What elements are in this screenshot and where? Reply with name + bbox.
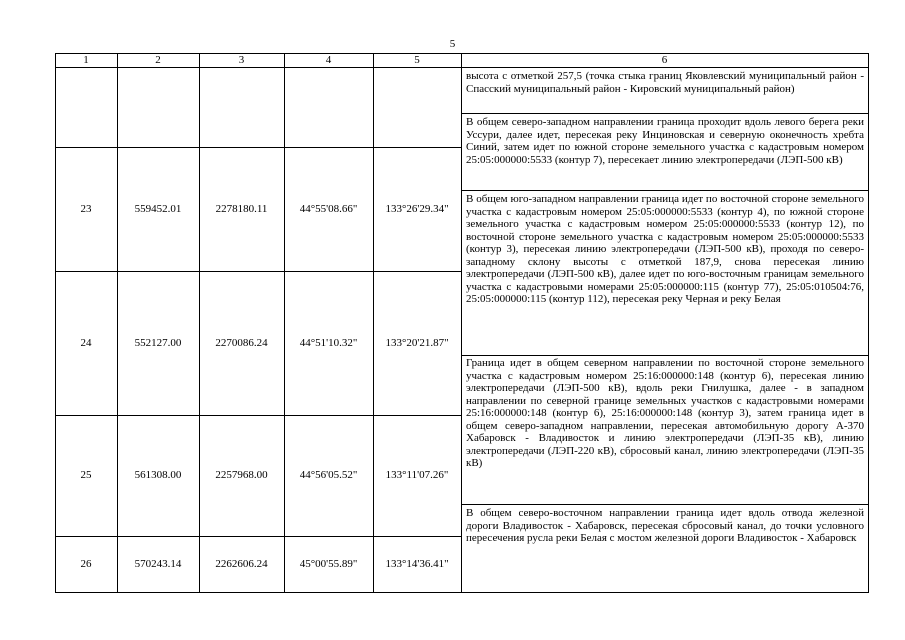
point-25-y: 2257968.00 xyxy=(215,469,268,481)
col-border-2-3 xyxy=(199,53,200,593)
point-25-latitude: 44°56'05.52" xyxy=(299,469,358,481)
point-23-longitude: 133°26'29.34" xyxy=(385,203,449,215)
point-24-latitude: 44°51'10.32" xyxy=(299,337,358,349)
point-23-number: 23 xyxy=(80,203,92,215)
point-23-latitude: 44°55'08.66" xyxy=(299,203,358,215)
point-26-y: 2262606.24 xyxy=(215,558,268,570)
col-border-right xyxy=(868,53,869,593)
point-24-longitude: 133°20'21.87" xyxy=(385,337,449,349)
row-separator-right-3 xyxy=(461,355,869,356)
page-number: 5 xyxy=(449,38,456,50)
description-4: В общем северо-восточном направлении граница идет вдоль отвода железной дороги Владивосток - Хабаровск, пересекая сбросовый канал, до точки условного пересечения русла реки Белая с мостом железной дороги Владивосток - Хабаровск xyxy=(466,507,864,544)
point-26-latitude: 45°00'55.89" xyxy=(299,558,358,570)
row-separator-left-1 xyxy=(55,147,461,148)
point-26-longitude: 133°14'36.41" xyxy=(385,558,449,570)
header-col-5: 5 xyxy=(414,54,420,66)
point-24-x: 552127.00 xyxy=(134,337,182,349)
header-col-3: 3 xyxy=(238,54,245,66)
point-24-y: 2270086.24 xyxy=(215,337,268,349)
row-separator-right-4 xyxy=(461,504,869,505)
header-col-4: 4 xyxy=(325,54,332,66)
point-25-number: 25 xyxy=(80,469,92,481)
header-bottom-border xyxy=(55,67,869,68)
point-26-number: 26 xyxy=(80,558,92,570)
description-2: В общем юго-западном направлении граница идет по восточной стороне земельного участка с кадастровым номером 25:05:000000:5533 (контур 4), по южной стороне земельного участка с кадастровым номером 25:05:000000:5533 (контур 12), по восточной стороне земельного участка с кадастровым номером 25:05:000000:5533 (контур 3), пересекая линию электропередачи (ЛЭП-500 кВ), проходя по северо-западному склону высоты с отметкой 187,9, снова пересекая линию электропередачи (ЛЭП-500 кВ), далее идет по юго-восточным границам земельного участка с кадастровыми номерами 25:05:000000:115 (контур 77), 25:05:010504:76, 25:05:000000:115 (контур 112), пересекая реку Черная и реку Белая xyxy=(466,193,864,305)
header-col-2: 2 xyxy=(155,54,161,66)
col-border-3-4 xyxy=(284,53,285,593)
table-bottom-border xyxy=(55,592,869,593)
col-border-5-6 xyxy=(461,53,462,593)
row-separator-left-4 xyxy=(55,536,461,537)
row-separator-left-3 xyxy=(55,415,461,416)
header-col-6: 6 xyxy=(661,54,668,66)
description-3: Граница идет в общем северном направлении по восточной стороне земельного участка с кадастровым номером 25:16:000000:148 (контур 6), пересекая линию электропередачи (ЛЭП-500 кВ), вдоль реки Гнилушка, далее - в западном направлении по северной границе земельных участков с кадастровыми номерами 25:16:000000:148 (контур 6), 25:16:000000:148 (контур 3), затем граница идет в общем северо-западном направлении, пересекая автомобильную дорогу А-370 Хабаровск - Владивосток и линию электропередачи (ЛЭП-35 кВ), линию электропередачи (ЛЭП-220 кВ), сбросовый канал, линию электропередачи (ЛЭП-35 кВ) xyxy=(466,357,864,469)
col-border-1-2 xyxy=(117,53,118,593)
point-25-x: 561308.00 xyxy=(134,469,182,481)
row-separator-right-1 xyxy=(461,113,869,114)
col-border-4-5 xyxy=(373,53,374,593)
col-border-left xyxy=(55,53,56,593)
description-0: высота с отметкой 257,5 (точка стыка границ Яковлевский муниципальный район - Спасский муниципальный район - Кировский муниципальный район) xyxy=(466,70,864,95)
row-separator-left-2 xyxy=(55,271,461,272)
row-separator-right-2 xyxy=(461,190,869,191)
point-26-x: 570243.14 xyxy=(134,558,182,570)
point-24-number: 24 xyxy=(80,337,92,349)
point-25-longitude: 133°11'07.26" xyxy=(385,469,449,481)
header-col-1: 1 xyxy=(83,54,89,66)
point-23-y: 2278180.11 xyxy=(215,203,268,215)
point-23-x: 559452.01 xyxy=(134,203,182,215)
description-1: В общем северо-западном направлении граница проходит вдоль левого берега реки Уссури, далее идет, пересекая реку Инциновская и северную оконечность хребта Синий, затем идет по южной стороне земельного участка с кадастровым номером 25:05:000000:5533 (контур 7), пересекает линию электропередачи (ЛЭП-500 кВ) xyxy=(466,116,864,166)
